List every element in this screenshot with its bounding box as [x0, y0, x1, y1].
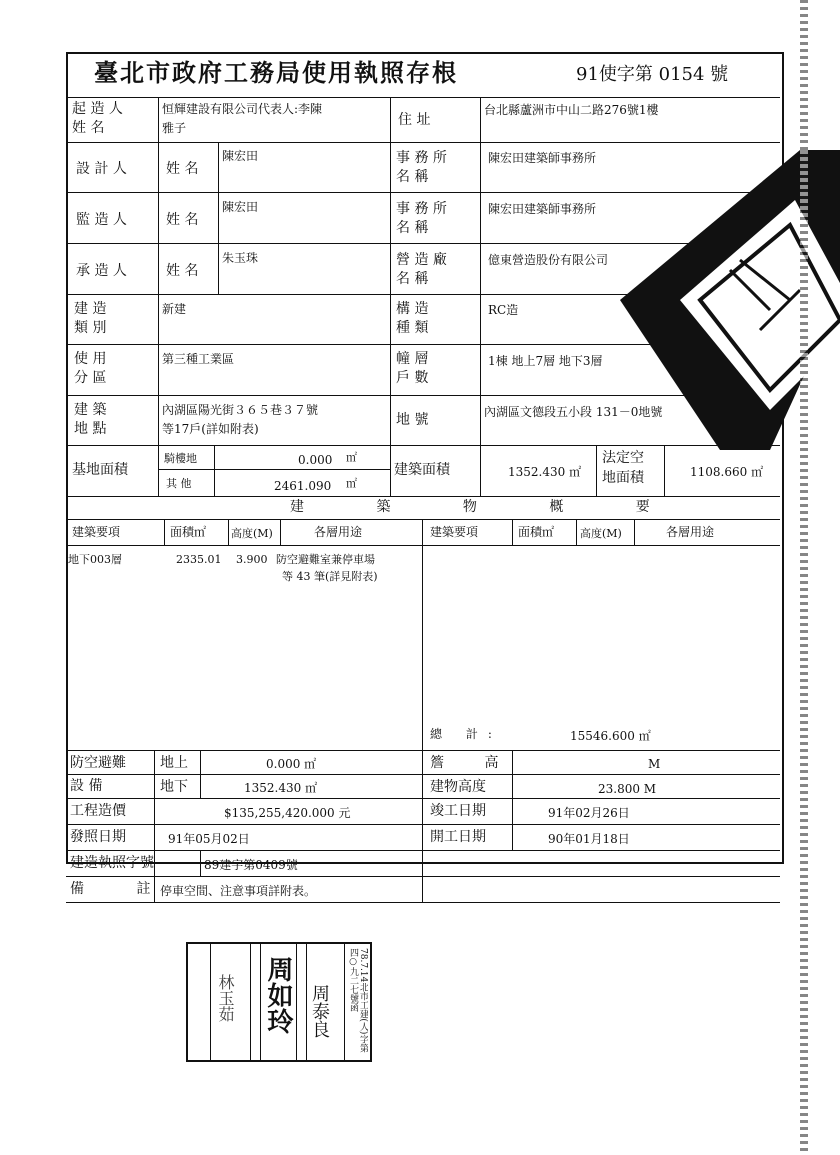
stamp-name-2: 周如玲 [263, 956, 293, 1034]
floors-value: 1棟 地上7層 地下3層 [488, 354, 603, 368]
remark-label: 備 註 [70, 881, 175, 897]
designer-label: 設 計 人 [76, 161, 127, 177]
open-area-label: 法定空 [602, 450, 644, 466]
use-zone-label: 使 用 [74, 351, 107, 367]
total-label: 總 計: [430, 727, 502, 741]
col-height: 高度(M) [231, 527, 273, 540]
contractor-office: 億東營造股份有限公司 [488, 253, 609, 267]
building-area-label: 建築面積 [394, 462, 450, 478]
other-value: 2461.090 [274, 479, 332, 493]
floors-label: 幢 層 [396, 351, 429, 367]
page-title: 臺北市政府工務局使用執照存根 [94, 58, 458, 87]
overview-title: 建 築 物 概 要 [290, 499, 684, 515]
other-label: 其 他 [166, 477, 192, 490]
total-value: 15546.600 ㎡ [570, 729, 651, 743]
arcade-value: 0.000 [298, 453, 333, 467]
use-zone-value: 第三種工業區 [162, 352, 235, 366]
designer-name: 陳宏田 [222, 149, 259, 163]
col-item: 建築要項 [72, 525, 121, 539]
arcade-unit: ㎡ [346, 451, 357, 464]
start-date: 90年01月18日 [548, 832, 630, 846]
table-row-use: 防空避難室兼停車場 [276, 553, 375, 566]
permit-number: 91使字第 0154 號 [576, 64, 729, 85]
contractor-office-label-2: 名 稱 [396, 271, 429, 287]
remark-value: 停車空間、注意事項詳附表。 [160, 884, 317, 898]
address-label: 住 址 [398, 112, 431, 128]
col-use: 各層用途 [314, 525, 363, 539]
eave-value: M [648, 757, 661, 771]
location-value: 內湖區陽光街３６５巷３７號 [162, 403, 319, 417]
build-type-label-2: 類 別 [74, 320, 107, 336]
stamp-name-3: 周泰良 [309, 984, 330, 1038]
table-row-height: 3.900 [236, 553, 268, 566]
build-type-label: 建 造 [74, 301, 107, 317]
col-area: 面積㎡ [170, 525, 207, 539]
other-unit: ㎡ [346, 477, 357, 490]
structure-label-2: 種 類 [396, 320, 429, 336]
location-value-2: 等17戶(詳如附表) [162, 422, 259, 436]
build-type-value: 新建 [162, 302, 187, 316]
table-row-use-2: 等 43 筆(詳見附表) [282, 570, 378, 583]
designer-office-label-2: 名 稱 [396, 169, 429, 185]
cost-label: 工程造價 [70, 803, 126, 819]
shelter-label-2: 設 備 [70, 778, 103, 794]
lot-label: 地 號 [396, 412, 429, 428]
stamp-text: 78.7.14北市工建(人)字第四○九二七號函 [348, 948, 368, 1053]
supervisor-name-label: 姓 名 [166, 212, 199, 228]
structure-label: 構 造 [396, 301, 429, 317]
contractor-office-label: 營 造 廠 [396, 252, 447, 268]
supervisor-name: 陳宏田 [222, 200, 259, 214]
builder-value-2: 雅子 [162, 121, 187, 135]
height-label: 建物高度 [430, 779, 486, 795]
supervisor-office-label-2: 名 稱 [396, 220, 429, 236]
structure-value: RC造 [488, 303, 519, 317]
above-value: 0.000 ㎡ [266, 757, 317, 771]
shelter-label: 防空避難 [70, 755, 126, 771]
designer-office-label: 事 務 所 [396, 150, 447, 166]
site-area-label: 基地面積 [72, 462, 128, 478]
open-area-value: 1108.660 ㎡ [690, 465, 764, 479]
official-stamp [186, 942, 372, 1062]
completion-label: 竣工日期 [430, 803, 486, 819]
designer-name-label: 姓 名 [166, 161, 199, 177]
col-height-2: 高度(M) [580, 527, 622, 540]
open-area-label-2: 地面積 [602, 470, 644, 486]
col-area-2: 面積㎡ [518, 525, 555, 539]
arcade-label: 騎樓地 [164, 452, 197, 465]
height-value: 23.800 M [598, 782, 657, 796]
supervisor-office-label: 事 務 所 [396, 201, 447, 217]
use-zone-label-2: 分 區 [74, 370, 107, 386]
designer-office: 陳宏田建築師事務所 [488, 151, 597, 165]
location-label-2: 地 點 [74, 421, 107, 437]
table-row-area: 2335.01 [176, 553, 222, 566]
license-label: 建造執照字號 [70, 855, 154, 871]
start-label: 開工日期 [430, 829, 486, 845]
building-area-value: 1352.430 ㎡ [508, 465, 582, 479]
col-item-2: 建築要項 [430, 525, 479, 539]
license-value: 89建字第0409號 [204, 858, 298, 872]
eave-label: 簷 高 [430, 755, 517, 771]
address-value: 台北縣蘆洲市中山二路276號1樓 [484, 103, 659, 117]
lot-value: 內湖區文德段五小段 131－0地號 [484, 405, 663, 419]
cost-value: $135,255,420.000 元 [224, 806, 351, 820]
below-label: 地下 [160, 779, 188, 795]
issue-date: 91年05月02日 [168, 832, 250, 846]
table-row-item: 地下003層 [68, 553, 122, 566]
scan-edge [800, 0, 808, 1155]
completion-date: 91年02月26日 [548, 806, 630, 820]
builder-value: 恒輝建設有限公司代表人:李陳 [162, 102, 323, 116]
contractor-name-label: 姓 名 [166, 263, 199, 279]
stamp-name-1: 林玉茹 [216, 974, 235, 1022]
contractor-label: 承 造 人 [76, 263, 127, 279]
contractor-name: 朱玉珠 [222, 251, 259, 265]
above-label: 地上 [160, 755, 188, 771]
below-value: 1352.430 ㎡ [244, 781, 318, 795]
builder-name-label: 姓 名 [72, 120, 105, 136]
builder-label: 起 造 人 [72, 101, 123, 117]
floors-label-2: 戶 數 [396, 370, 429, 386]
location-label: 建 築 [74, 402, 107, 418]
supervisor-label: 監 造 人 [76, 212, 127, 228]
supervisor-office: 陳宏田建築師事務所 [488, 202, 597, 216]
issue-label: 發照日期 [70, 829, 126, 845]
col-use-2: 各層用途 [666, 525, 715, 539]
